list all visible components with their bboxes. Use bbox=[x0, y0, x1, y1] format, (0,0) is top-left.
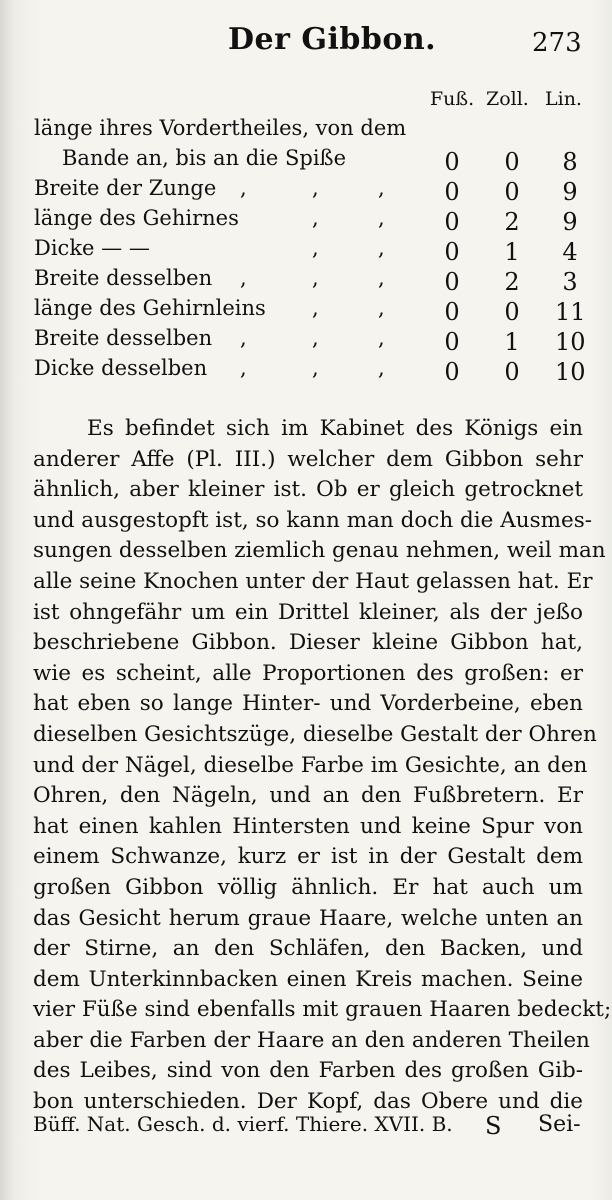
leader-mark: , bbox=[378, 326, 385, 350]
measurement-label: Dicke desselben bbox=[34, 356, 208, 380]
text-line: und der Nägel, dieselbe Farbe im Gesichte, an den bbox=[33, 752, 588, 778]
value-zoll: 0 bbox=[504, 178, 520, 206]
measurement-row bbox=[0, 116, 612, 146]
text-line: hat eben so lange Hinter- und Vorderbeine, eben bbox=[33, 691, 583, 717]
leader-mark: , bbox=[378, 176, 385, 200]
value-fuss: 0 bbox=[444, 268, 460, 296]
text-line: Ohren, den Nägeln, und an den Fußbretern. Er bbox=[33, 783, 583, 809]
leader-mark: , bbox=[312, 326, 319, 350]
value-lin: 3 bbox=[562, 268, 578, 296]
value-zoll: 0 bbox=[504, 148, 520, 176]
value-lin: 9 bbox=[562, 178, 578, 206]
value-lin: 10 bbox=[555, 358, 586, 386]
text-line: einem Schwanze, kurz er ist in der Gestalt dem bbox=[33, 844, 583, 870]
text-line: alle seine Knochen unter der Haut gelassen hat. Er bbox=[33, 568, 593, 594]
value-zoll: 0 bbox=[504, 298, 520, 326]
value-fuss: 0 bbox=[444, 358, 460, 386]
measurement-row bbox=[0, 266, 612, 296]
leader-mark: , bbox=[378, 266, 385, 290]
unit-zoll: Zoll. bbox=[486, 88, 529, 110]
leader-mark: , bbox=[312, 236, 319, 260]
text-line: hat einen kahlen Hintersten und keine Spur von bbox=[33, 813, 583, 839]
leader-mark: , bbox=[378, 206, 385, 230]
measurement-label: Breite desselben bbox=[34, 326, 213, 350]
measurement-label: länge des Gehirnleins bbox=[34, 296, 266, 320]
measurement-row bbox=[0, 206, 612, 236]
text-line: und ausgestopft ist, so kann man doch die Ausmes- bbox=[33, 507, 593, 533]
measurement-row bbox=[0, 236, 612, 266]
leader-mark: , bbox=[378, 296, 385, 320]
value-zoll: 2 bbox=[504, 268, 520, 296]
running-head: Der Gibbon. bbox=[228, 22, 437, 57]
leader-mark: , bbox=[312, 206, 319, 230]
unit-fuss: Fuß. bbox=[430, 88, 475, 110]
measurement-row bbox=[0, 146, 612, 176]
value-fuss: 0 bbox=[444, 328, 460, 356]
measurement-row bbox=[0, 326, 612, 356]
text-line: wie es scheint, alle Proportionen des großen: er bbox=[33, 660, 583, 686]
measurement-row bbox=[0, 176, 612, 206]
leader-mark: , bbox=[378, 356, 385, 380]
measurement-label: länge des Gehirnes bbox=[34, 206, 239, 230]
value-zoll: 0 bbox=[504, 358, 520, 386]
value-fuss: 0 bbox=[444, 148, 460, 176]
leader-mark: , bbox=[312, 356, 319, 380]
measurement-label: Bande an, bis an die Spiße bbox=[62, 146, 347, 170]
text-line: sungen desselben ziemlich genau nehmen, weil man bbox=[33, 538, 606, 564]
leader-mark: , bbox=[312, 266, 319, 290]
measurement-label: Breite der Zunge bbox=[34, 176, 217, 200]
measurement-label: Dicke — — bbox=[34, 236, 150, 260]
text-line: Es befindet sich im Kabinet des Königs ein bbox=[87, 416, 583, 441]
measurement-row bbox=[0, 356, 612, 386]
value-fuss: 0 bbox=[444, 298, 460, 326]
leader-mark: , bbox=[312, 176, 319, 200]
text-line: dieselben Gesichtszüge, dieselbe Gestalt der Ohren bbox=[33, 721, 597, 747]
value-lin: 8 bbox=[562, 148, 578, 176]
signature-line: Büff. Nat. Gesch. d. vierf. Thiere. XVII. B. bbox=[33, 1112, 453, 1136]
text-line: großen Gibbon völlig ähnlich. Er hat auch um bbox=[33, 874, 583, 900]
catchword: Sei- bbox=[538, 1112, 581, 1137]
value-fuss: 0 bbox=[444, 178, 460, 206]
text-line: bon unterschieden. Der Kopf, das Obere und die bbox=[33, 1089, 583, 1115]
page-header bbox=[0, 22, 612, 62]
text-line: ähnlich, aber kleiner ist. Ob er gleich getrocknet bbox=[33, 477, 583, 503]
text-line: das Gesicht herum graue Haare, welche unten an bbox=[33, 905, 583, 931]
measurement-label: Breite desselben bbox=[34, 266, 213, 290]
leader-mark: , bbox=[240, 326, 247, 350]
text-line: beschriebene Gibbon. Dieser kleine Gibbon hat, bbox=[33, 630, 583, 656]
value-lin: 4 bbox=[562, 238, 578, 266]
value-fuss: 0 bbox=[444, 208, 460, 236]
page-footer bbox=[33, 1112, 583, 1142]
value-lin: 9 bbox=[562, 208, 578, 236]
unit-lin: Lin. bbox=[545, 88, 582, 110]
text-line: des Leibes, sind von den Farben des großen Gib- bbox=[33, 1058, 583, 1084]
text-line: der Stirne, an den Schläfen, den Backen, und bbox=[33, 936, 583, 962]
value-lin: 10 bbox=[555, 328, 586, 356]
signature-mark: S bbox=[485, 1112, 502, 1140]
value-zoll: 1 bbox=[504, 238, 520, 266]
leader-mark: , bbox=[240, 176, 247, 200]
value-fuss: 0 bbox=[444, 238, 460, 266]
value-zoll: 2 bbox=[504, 208, 520, 236]
text-line: aber die Farben der Haare an den anderen Theilen bbox=[33, 1027, 590, 1053]
leader-mark: , bbox=[240, 266, 247, 290]
leader-mark: , bbox=[240, 356, 247, 380]
value-lin: 11 bbox=[555, 298, 586, 326]
text-line: ist ohngefähr um ein Drittel kleiner, als der jeßo bbox=[33, 599, 583, 625]
leader-mark: , bbox=[312, 296, 319, 320]
text-line: dem Unterkinnbacken einen Kreis machen. Seine bbox=[33, 966, 583, 992]
measurement-row bbox=[0, 296, 612, 326]
text-line: vier Füße sind ebenfalls mit grauen Haaren bedeckt; bbox=[33, 997, 612, 1023]
leader-mark: , bbox=[378, 236, 385, 260]
unit-headings bbox=[0, 88, 612, 112]
body-paragraph bbox=[33, 414, 612, 1118]
page-number: 273 bbox=[532, 28, 582, 58]
value-zoll: 1 bbox=[504, 328, 520, 356]
text-line: anderer Affe (Pl. III.) welcher dem Gibbon sehr bbox=[33, 446, 583, 472]
measurement-label: länge ihres Vordertheiles, von dem bbox=[34, 116, 407, 140]
